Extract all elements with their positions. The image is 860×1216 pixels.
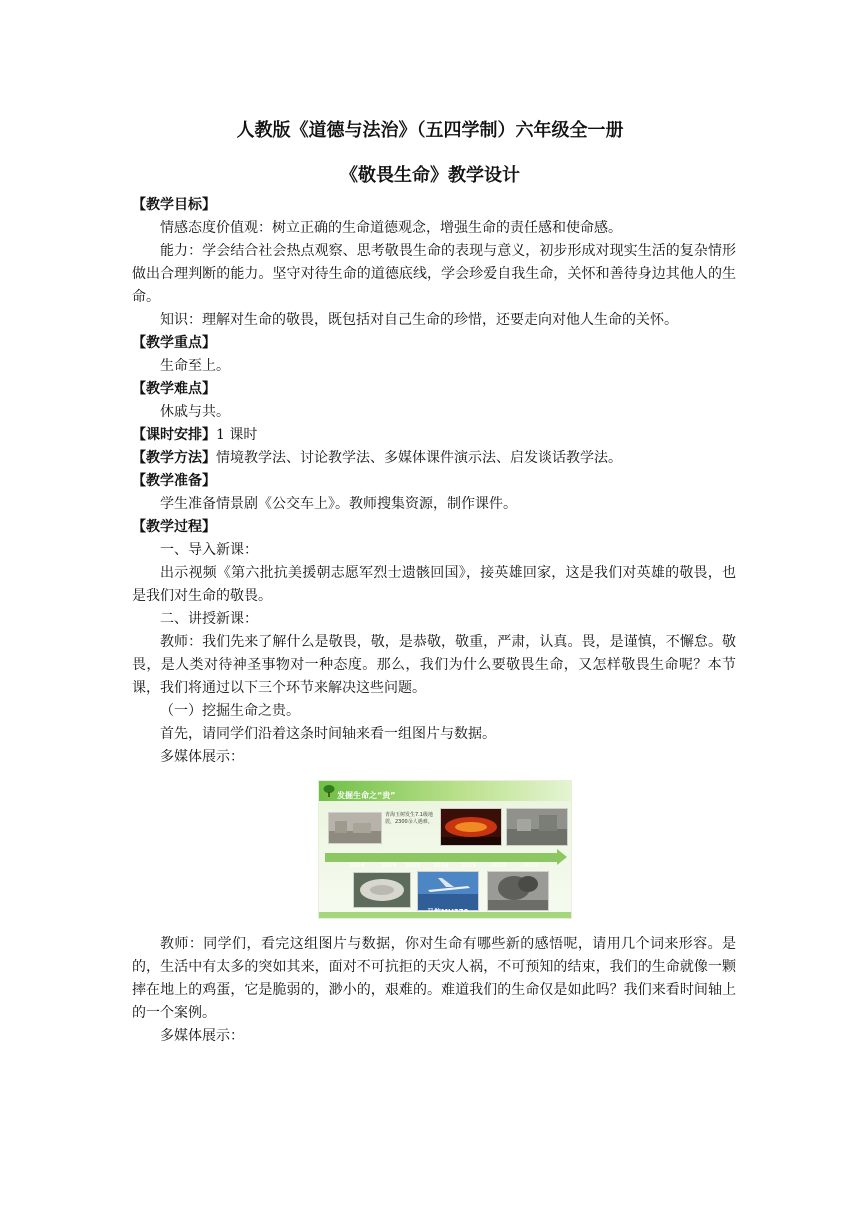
- step2-text: 教师：我们先来了解什么是敬畏，敬，是恭敬，敬重，严肃，认真。畏，是谨慎，不懈怠。敬畏，是人类对待神圣事物对一种态度。那么，我们为什么要敬畏生命，又怎样敬畏生命呢？本节课，我们将通过以下三个环节来解决这些问题。: [132, 634, 736, 696]
- smoke-photo: [487, 871, 549, 911]
- method-heading: 【教学方法】: [132, 450, 216, 466]
- difficulty-heading: 【教学难点】: [132, 381, 216, 397]
- timeline-year: 2010: [405, 862, 421, 869]
- slide-title: 发掘生命之“贵”: [337, 791, 396, 800]
- goals-heading: 【教学目标】: [132, 197, 216, 213]
- goal-emotion: 情感态度价值观：树立正确的生命道德观念，增强生命的责任感和使命感。: [160, 220, 622, 236]
- earthquake-note: 青海玉树发生7.1级地震，2300余人遇难。: [385, 812, 433, 825]
- document-subtitle: 《敬畏生命》教学设计: [340, 165, 520, 186]
- prep-heading: 【教学准备】: [132, 473, 216, 489]
- method-line: [132, 447, 736, 470]
- step1-heading: 一、导入新课：: [160, 542, 258, 558]
- ruins-photo: [506, 808, 568, 846]
- timeline-year: 2018: [491, 862, 507, 869]
- sub1-heading: （一）挖掘生命之贵。: [160, 703, 300, 719]
- teacher-text: 教师：同学们，看完这组图片与数据，你对生命有哪些新的感悟呢，请用几个词来形容。是的，生活中有太多的突如其来，面对不可抗拒的天灾人祸，不可预知的结束，我们的生命就像一颗摔在地上的鸡蛋，它是脆弱的，渺小的，艰难的。难道我们的生命仅是如此吗？我们来看时间轴上的一个案例。: [132, 936, 736, 1021]
- media-label-2: 多媒体展示：: [160, 1028, 244, 1044]
- process-heading: 【教学过程】: [132, 519, 216, 535]
- stadium-photo: [353, 872, 411, 908]
- method-text: 情境教学法、讨论教学法、多媒体课件演示法、启发谈话教学法。: [216, 450, 622, 466]
- timeline-year: 2004: [349, 862, 365, 869]
- fire-photo: [440, 808, 502, 846]
- goal-ability: 能力：学会结合社会热点观察、思考敬畏生命的表现与意义，初步形成对现实生活的复杂情形做出合理判断的能力。坚守对待生命的道德底线，学会珍爱自我生命，关怀和善待身边其他人的生命。: [132, 243, 736, 305]
- media-label-1: 多媒体展示：: [160, 749, 244, 765]
- timeline-arrow-icon: [557, 849, 567, 865]
- difficulty-text: 休戚与共。: [160, 404, 230, 420]
- period-line: [132, 424, 736, 447]
- document-body: [132, 194, 736, 1048]
- sub1-text: 首先，请同学们沿着这条时间轴来看一组图片与数据。: [160, 726, 496, 742]
- timeline-year: 2015: [461, 862, 477, 869]
- prep-text: 学生准备情景剧《公交车上》。教师搜集资源，制作课件。: [160, 496, 517, 512]
- period-heading: 【课时安排】: [132, 427, 216, 443]
- period-text: 1 课时: [216, 427, 258, 443]
- timeline-year: 2014: [433, 862, 449, 869]
- earthquake-photo: [328, 812, 382, 844]
- slide-footer-strip: [319, 912, 571, 918]
- timeline-year: 2008: [381, 862, 397, 869]
- timeline-slide-image: [318, 780, 572, 919]
- key-heading: 【教学重点】: [132, 335, 216, 351]
- step1-text: 出示视频《第六批抗美援朝志愿军烈士遗骸回国》，接英雄回家，这是我们对英雄的敬畏，也是我们对生命的敬畏。: [132, 565, 736, 604]
- tree-icon: [323, 784, 335, 797]
- step2-heading: 二、讲授新课：: [160, 611, 258, 627]
- document-title: 人教版《道德与法治》（五四学制）六年级全一册: [236, 120, 624, 141]
- timeline-year: 2019: [523, 862, 539, 869]
- goal-knowledge: 知识：理解对生命的敬畏，既包括对自己生命的珍惜，还要走向对他人生命的关怀。: [160, 312, 678, 328]
- key-text: 生命至上。: [160, 358, 230, 374]
